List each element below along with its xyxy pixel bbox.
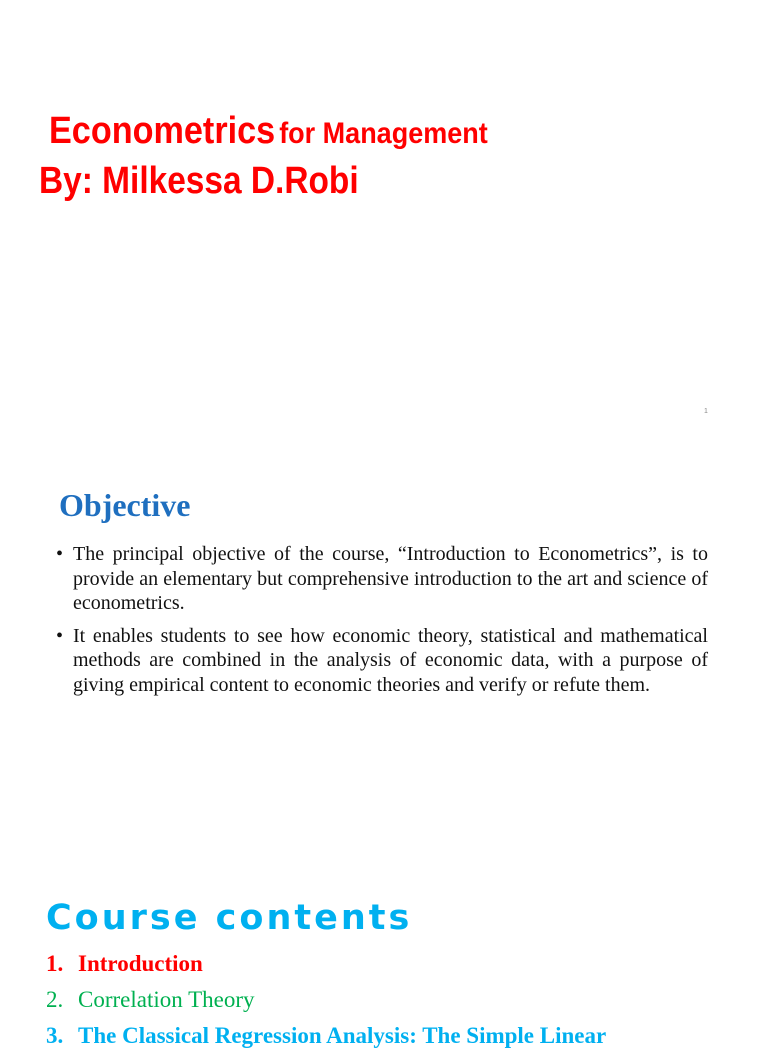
item-number: 2.	[46, 987, 64, 1012]
item-label: Introduction	[78, 951, 203, 976]
course-contents-heading: Course contents	[46, 898, 413, 938]
item-number: 3.	[46, 1023, 64, 1048]
item-label: The Classical Regression Analysis: The Simple Linear	[78, 1023, 607, 1048]
course-contents-list	[46, 946, 606, 1054]
bullet-text: It enables students to see how economic theory, statistical and mathematical methods are combined in the analysis of economic data, with a purpose of giving empirical content to economic theories and verify or refute them.	[73, 624, 708, 696]
item-number: 1.	[46, 951, 64, 976]
slide-objective	[0, 432, 768, 864]
title-subtitle: for Management	[279, 117, 488, 150]
title-main: Econometrics	[49, 110, 276, 152]
objective-bullet-list	[56, 542, 708, 705]
list-item	[56, 542, 708, 616]
list-item	[46, 982, 606, 1018]
objective-heading: Objective	[59, 487, 191, 523]
slide-title	[0, 0, 768, 432]
presentation-title	[49, 110, 488, 153]
bullet-icon: •	[56, 543, 64, 565]
list-item	[46, 1018, 606, 1054]
list-item	[56, 624, 708, 698]
slide-course-contents	[0, 864, 768, 1048]
item-label: Correlation Theory	[78, 987, 255, 1012]
author-line: By: Milkessa D.Robi	[39, 160, 359, 202]
bullet-text: The principal objective of the course, “Introduction to Econometrics”, is to provide an elementary but comprehensive introduction to the art and science of econometrics.	[73, 543, 708, 614]
list-item	[46, 946, 606, 982]
bullet-icon: •	[56, 624, 64, 647]
slide-page-number: 1	[704, 408, 708, 415]
